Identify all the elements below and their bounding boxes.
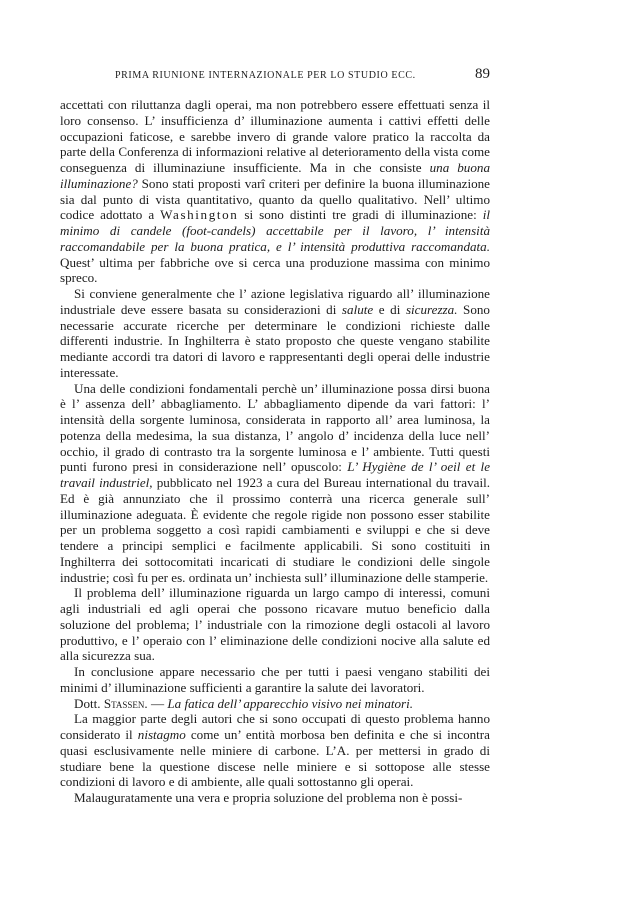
paragraph — [60, 585, 490, 664]
text-run: accettati con riluttanza dagli operai, ma non potrebbero essere effettuati senza il loro consenso. L’ insufficienza d’ illuminazione aumenta i cattivi effetti delle occupazioni faticose, e sarebbe invero di grande valore pratico la raccolta da parte della Conferenza di informazioni relative al deterioramento della vista come conseguenza di illuminaziune insufficiente. Ma in che consiste — [60, 97, 490, 175]
paragraph — [60, 97, 490, 286]
text-run: In conclusione appare necessario che per tutti i paesi vengano stabiliti dei minimi d’ illuminazione sufficienti a garantire la salute dei lavoratori. — [60, 664, 490, 695]
italic-text: sicurezza. — [405, 301, 458, 317]
section-text — [60, 711, 490, 806]
paragraph — [60, 286, 490, 381]
italic-text: nistagmo — [137, 727, 186, 742]
author-name: Stassen. — [103, 695, 148, 711]
italic-text: L’ Hygiène de l’ oeil et le travail industriel, — [60, 459, 491, 490]
paragraph — [60, 664, 490, 696]
running-title: PRIMA RIUNIONE INTERNAZIONALE PER LO STUDIO ECC. — [115, 70, 416, 81]
page-header — [60, 66, 490, 90]
text-run: Quest’ ultima per fabbriche ove si cerca una produzione massima con minimo spreco. — [60, 254, 490, 286]
main-text — [60, 97, 490, 696]
italic-text: il minimo di candele (foot-candels) accettabile per il lavoro, l’ intensità raccomandabile per la buona pratica, e l’ intensità produttiva raccomandata. — [60, 207, 490, 254]
text-run: Sono stati proposti varî criteri per definire la buona illuminazione sia dal punto di vista quantitativo, quanto da quello qualitativo. Nell’ ultimo codice adottato a — [60, 175, 490, 223]
text-run: Si conviene generalmente che l’ azione legislativa riguardo all’ illuminazione industriale deve essere basata su considerazioni di — [60, 286, 490, 317]
text-run: Sono necessarie accurate ricerche per determinare le condizioni richieste dalle differenti industrie. In Inghilterra è stato proposto che queste vengano stabilite mediante accordi tra datori di lavoro e rappresentanti degli operai delle industrie interessate. — [60, 301, 490, 380]
heading-dash: — — [150, 695, 165, 711]
italic-text: una buona illuminazione? — [60, 160, 490, 191]
text-run: Il problema dell’ illuminazione riguarda un largo campo di interessi, comuni agli industriali ed agli operai che possono ricavare mutuo beneficio dalla soluzione del problema; l’ industriale con la rimozione degli ostacoli al lavoro produttivo, e l’ operaio con l’ eliminazione delle condizioni nocive alla salute ed alla sicurezza sua. — [60, 585, 490, 664]
paragraph — [60, 790, 490, 806]
paragraph — [60, 381, 490, 586]
section-heading — [60, 696, 490, 712]
text-run: pubblicato nel 1923 a cura del Bureau international du travail. Ed è già annunziato che il prossimo conterrà una ricerca generale sull’ illuminazione adeguata. È evidente che regole rigide non possono esser stabilite per un problema soggetto a così rapidi cambiamenti e sviluppi e che si deve tendere a principi semplici e facilmente applicabili. Si sono costituiti in Inghilterra dei sottocomitati incaricati di studiare le condizioni delle singole industrie; così fu per es. ordinata un’ inchiesta sull’ illuminazione delle stamperie. — [60, 475, 491, 585]
spaced-text: Washington — [160, 207, 239, 223]
text-run: Malauguratamente una vera e propria soluzione del problema non è possi- — [74, 790, 463, 805]
page-body — [60, 97, 490, 806]
author-prefix: Dott. — [74, 695, 101, 711]
text-run: e di — [373, 301, 406, 317]
page-number: 89 — [475, 66, 490, 82]
text-run: La maggior parte degli autori che si sono occupati di questo problema hanno considerato il — [60, 711, 490, 742]
text-run: Una delle condizioni fondamentali perchè un’ illuminazione possa dirsi buona è l’ assenza dell’ abbagliamento. L’ abbagliamento dipende da vari fattori: l’ intensità della sorgente luminosa, considerata in rapporto all’ area luminosa, la potenza della medesima, la sua distanza, l’ angolo d’ incidenza della luce nell’ occhio, il grado di contrasto tra la sorgente luminosa e l’ ambiente. Tutti questi punti furono presi in considerazione nell’ opuscolo: — [60, 380, 490, 475]
paragraph — [60, 711, 490, 790]
text-run: come un’ entità morbosa ben definita e che si incontra quasi esclusivamente nelle miniere di carbone. L’A. per mettersi in grado di studiare bene la questione discese nelle miniere e si sottopose alle stesse condizioni di lavoro e di ambiente, alle quali sottostanno gli operai. — [60, 727, 490, 790]
text-run: si sono distinti tre gradi di illuminazione: — [238, 207, 483, 223]
italic-text: salute — [341, 301, 374, 317]
section-title: La fatica dell’ apparecchio visivo nei minatori. — [167, 695, 414, 711]
